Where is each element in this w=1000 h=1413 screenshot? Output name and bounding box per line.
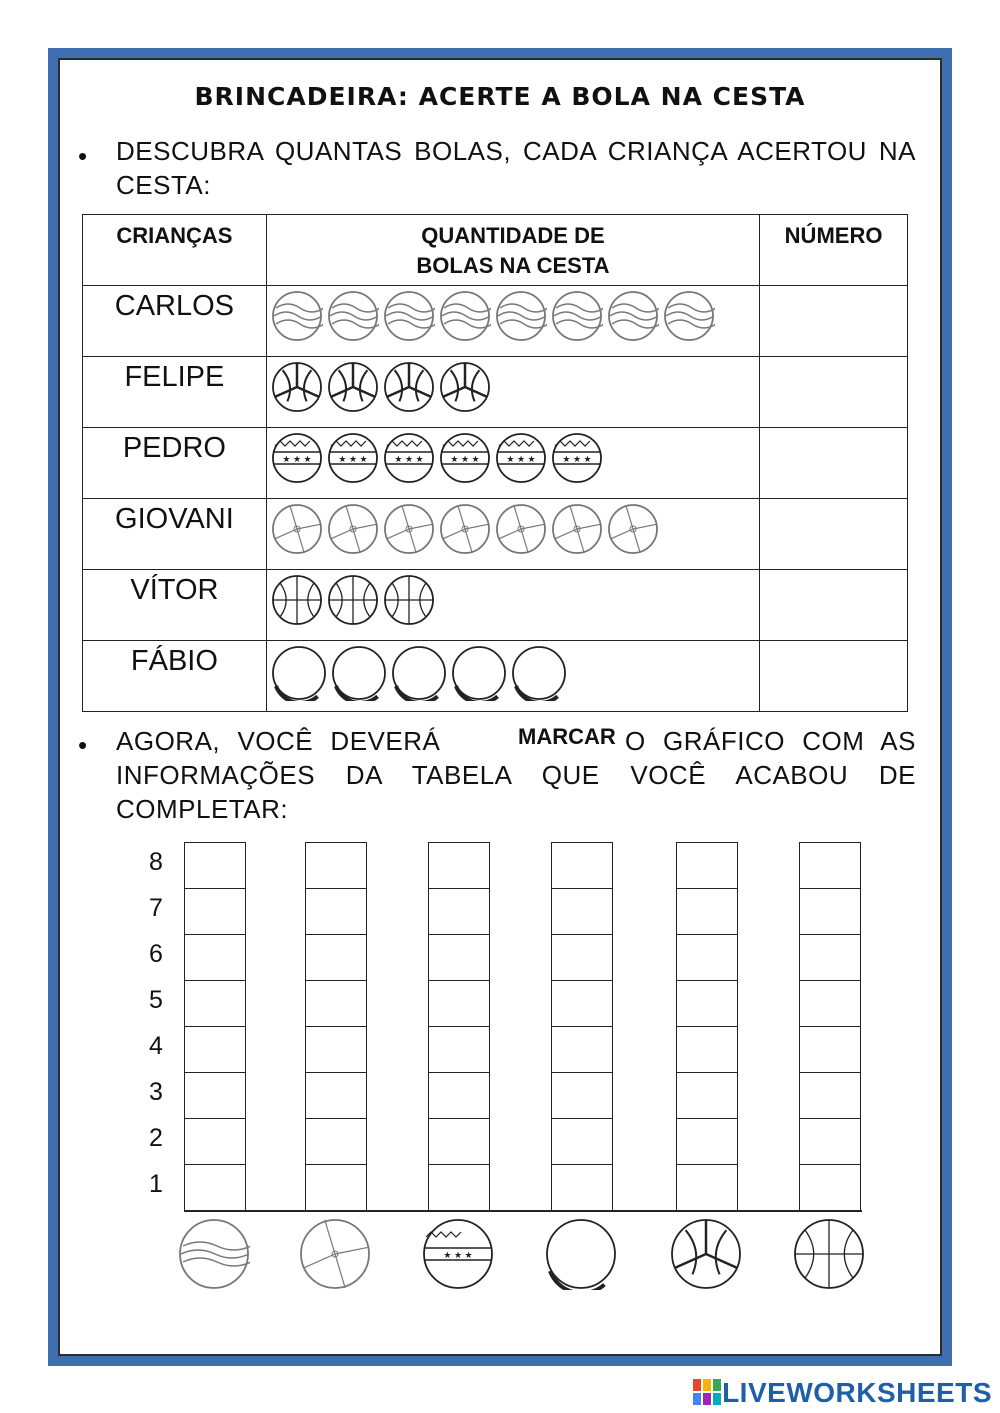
- y-axis-label: 6: [149, 940, 163, 968]
- graph-cell[interactable]: [305, 1072, 367, 1119]
- y-axis-label: 3: [149, 1078, 163, 1106]
- instruction-2-part2: O GRÁFICO COM AS INFORMAÇÕES DA TABELA QUE VOCÊ ACABOU DE COMPLETAR:: [116, 726, 916, 824]
- child-name: FÁBIO: [83, 641, 267, 712]
- graph-cell[interactable]: [799, 1072, 861, 1119]
- table-row: [83, 357, 908, 428]
- star-ball-icon: [327, 432, 379, 484]
- y-axis-label: 4: [149, 1032, 163, 1060]
- liveworksheets-brand: LIVEWORKSHEETS: [722, 1377, 992, 1408]
- star-ball-icon: [383, 432, 435, 484]
- graph-column-icon: [545, 1218, 617, 1295]
- svg-text:★ ★ ★: ★ ★ ★: [282, 454, 312, 464]
- svg-text:★ ★ ★: ★ ★ ★: [506, 454, 536, 464]
- striped-ball-icon: [383, 290, 435, 342]
- header-numero: NÚMERO: [760, 215, 908, 286]
- striped-ball-icon: [178, 1218, 250, 1290]
- graph-cell[interactable]: [551, 1026, 613, 1073]
- graph-cell[interactable]: [676, 842, 738, 889]
- instruction-2: [116, 724, 916, 826]
- table-row: [83, 286, 908, 357]
- basketball-icon: [327, 574, 379, 626]
- graph-cell[interactable]: [184, 1118, 246, 1165]
- beach-ball-icon: [299, 1218, 371, 1290]
- child-name: GIOVANI: [83, 499, 267, 570]
- plain-ball-icon: [271, 645, 327, 701]
- beach-ball-icon: [383, 503, 435, 555]
- table-row: [83, 499, 908, 570]
- graph-cell[interactable]: [551, 842, 613, 889]
- graph-cell[interactable]: [676, 934, 738, 981]
- beach-ball-icon: [495, 503, 547, 555]
- volleyball-icon: [271, 361, 323, 413]
- child-name: CARLOS: [83, 286, 267, 357]
- graph-column-icon: [793, 1218, 865, 1295]
- graph-cell[interactable]: [676, 980, 738, 1027]
- svg-text:★ ★ ★: ★ ★ ★: [338, 454, 368, 464]
- graph-column-icon: [299, 1218, 371, 1295]
- graph-cell[interactable]: [305, 1118, 367, 1165]
- graph-cell[interactable]: [799, 1164, 861, 1211]
- graph-cell[interactable]: [799, 934, 861, 981]
- graph-column-icon: [422, 1218, 494, 1295]
- liveworksheets-logo-icon: [693, 1379, 721, 1405]
- beach-ball-icon: [327, 503, 379, 555]
- graph-cell[interactable]: [428, 1072, 490, 1119]
- graph-cell[interactable]: [428, 934, 490, 981]
- graph-cell[interactable]: [676, 1118, 738, 1165]
- graph-cell[interactable]: [551, 934, 613, 981]
- striped-ball-icon: [439, 290, 491, 342]
- y-axis-label: 5: [149, 986, 163, 1014]
- header-quantidade: [266, 215, 759, 286]
- table-row: [83, 641, 908, 712]
- star-ball-icon: [551, 432, 603, 484]
- svg-text:★ ★ ★: ★ ★ ★: [562, 454, 592, 464]
- table-row: [83, 570, 908, 641]
- plain-ball-icon: [545, 1218, 617, 1290]
- balls-cell: [266, 570, 759, 641]
- balls-cell: [266, 641, 759, 712]
- beach-ball-icon: [439, 503, 491, 555]
- y-axis-label: 1: [149, 1170, 163, 1198]
- number-answer-cell[interactable]: [760, 428, 908, 499]
- y-axis-label: 2: [149, 1124, 163, 1152]
- number-answer-cell[interactable]: [760, 499, 908, 570]
- graph-cell[interactable]: [184, 980, 246, 1027]
- volleyball-icon: [670, 1218, 742, 1290]
- striped-ball-icon: [551, 290, 603, 342]
- answer-marcar[interactable]: MARCAR: [518, 724, 616, 749]
- basketball-icon: [271, 574, 323, 626]
- svg-text:★ ★ ★: ★ ★ ★: [394, 454, 424, 464]
- graph-cell[interactable]: [428, 1026, 490, 1073]
- number-answer-cell[interactable]: [760, 570, 908, 641]
- graph-cell[interactable]: [184, 888, 246, 935]
- basketball-icon: [383, 574, 435, 626]
- graph-cell[interactable]: [184, 1164, 246, 1211]
- striped-ball-icon: [607, 290, 659, 342]
- plain-ball-icon: [331, 645, 387, 701]
- graph-cell[interactable]: [305, 1026, 367, 1073]
- graph-cell[interactable]: [305, 934, 367, 981]
- table-row: [83, 428, 908, 499]
- header-quantidade-text: QUANTIDADE DE BOLAS NA CESTA: [416, 223, 610, 278]
- bullet-icon: •: [78, 730, 88, 760]
- graph-cell[interactable]: [184, 842, 246, 889]
- graph-cell[interactable]: [551, 1164, 613, 1211]
- instruction-2-part1: AGORA, VOCÊ DEVERÁ: [116, 726, 441, 756]
- graph-cell[interactable]: [184, 1072, 246, 1119]
- number-answer-cell[interactable]: [760, 357, 908, 428]
- basketball-icon: [793, 1218, 865, 1290]
- child-name: PEDRO: [83, 428, 267, 499]
- graph-cell[interactable]: [305, 842, 367, 889]
- graph-cell[interactable]: [676, 888, 738, 935]
- graph-cell[interactable]: [799, 980, 861, 1027]
- balls-cell: [266, 286, 759, 357]
- graph-column-icon: [178, 1218, 250, 1295]
- graph-cell[interactable]: [676, 1026, 738, 1073]
- graph-cell[interactable]: [428, 842, 490, 889]
- graph-cell[interactable]: [676, 1164, 738, 1211]
- star-ball-icon: [495, 432, 547, 484]
- graph-cell[interactable]: [428, 1164, 490, 1211]
- striped-ball-icon: [271, 290, 323, 342]
- graph-cell[interactable]: [305, 1164, 367, 1211]
- volleyball-icon: [439, 361, 491, 413]
- child-name: VÍTOR: [83, 570, 267, 641]
- graph-cell[interactable]: [305, 888, 367, 935]
- plain-ball-icon: [391, 645, 447, 701]
- balls-cell: [266, 357, 759, 428]
- star-ball-icon: [439, 432, 491, 484]
- graph-cell[interactable]: [799, 842, 861, 889]
- graph-cell[interactable]: [428, 980, 490, 1027]
- beach-ball-icon: [271, 503, 323, 555]
- y-axis-label: 8: [149, 848, 163, 876]
- volleyball-icon: [327, 361, 379, 413]
- graph-cell[interactable]: [428, 1118, 490, 1165]
- plain-ball-icon: [511, 645, 567, 701]
- number-answer-cell[interactable]: [760, 641, 908, 712]
- bullet-icon: •: [78, 141, 88, 171]
- tally-table: [82, 214, 908, 712]
- graph-cell[interactable]: [676, 1072, 738, 1119]
- graph-cell[interactable]: [799, 1026, 861, 1073]
- beach-ball-icon: [551, 503, 603, 555]
- plain-ball-icon: [451, 645, 507, 701]
- graph-cell[interactable]: [551, 1072, 613, 1119]
- svg-text:★ ★ ★: ★ ★ ★: [450, 454, 480, 464]
- graph-cell[interactable]: [428, 888, 490, 935]
- svg-text:★ ★ ★: ★ ★ ★: [443, 1250, 473, 1260]
- graph-cell[interactable]: [551, 1118, 613, 1165]
- striped-ball-icon: [495, 290, 547, 342]
- graph-column-icon: [670, 1218, 742, 1295]
- star-ball-icon: [422, 1218, 494, 1290]
- header-criancas: CRIANÇAS: [83, 215, 267, 286]
- star-ball-icon: [271, 432, 323, 484]
- graph-baseline: [184, 1210, 862, 1212]
- y-axis-label: 7: [149, 894, 163, 922]
- graph-cell[interactable]: [551, 980, 613, 1027]
- child-name: FELIPE: [83, 357, 267, 428]
- balls-cell: [266, 499, 759, 570]
- beach-ball-icon: [607, 503, 659, 555]
- volleyball-icon: [383, 361, 435, 413]
- graph-cell[interactable]: [799, 888, 861, 935]
- number-answer-cell[interactable]: [760, 286, 908, 357]
- striped-ball-icon: [327, 290, 379, 342]
- graph-cell[interactable]: [184, 1026, 246, 1073]
- graph-cell[interactable]: [551, 888, 613, 935]
- graph-cell[interactable]: [799, 1118, 861, 1165]
- balls-cell: [266, 428, 759, 499]
- striped-ball-icon: [663, 290, 715, 342]
- instruction-1: DESCUBRA QUANTAS BOLAS, CADA CRIANÇA ACERTOU NA CESTA:: [116, 136, 916, 200]
- worksheet-title: BRINCADEIRA: ACERTE A BOLA NA CESTA: [194, 82, 806, 111]
- graph-cell[interactable]: [305, 980, 367, 1027]
- graph-cell[interactable]: [184, 934, 246, 981]
